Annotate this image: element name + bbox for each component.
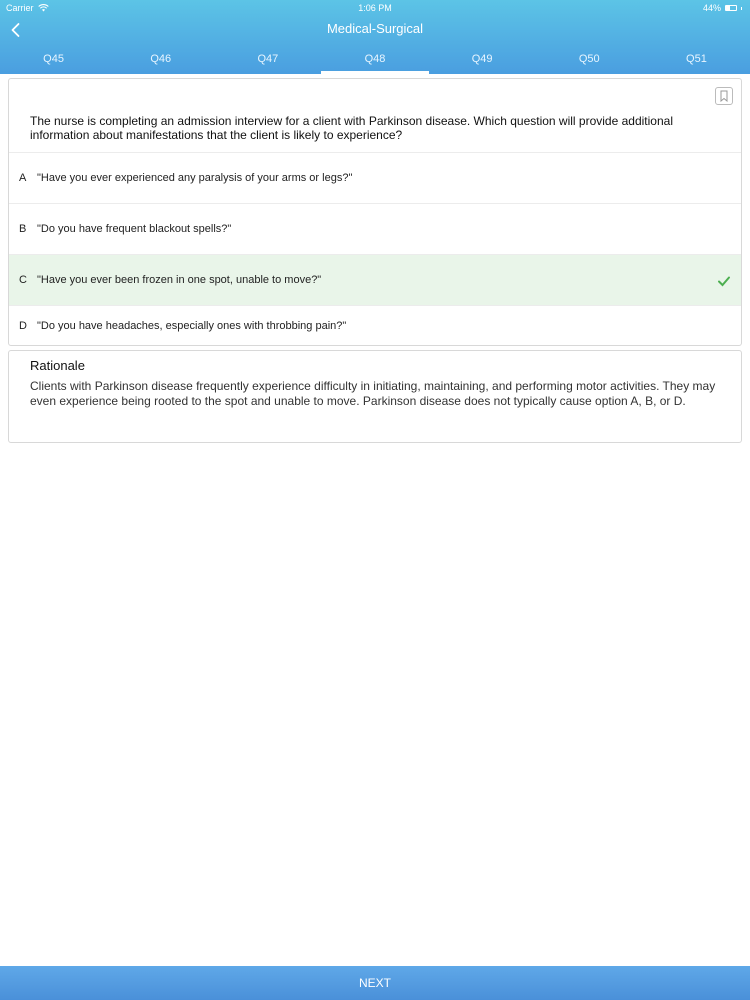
battery-tip xyxy=(741,7,742,10)
battery-icon xyxy=(725,5,737,11)
option-letter: A xyxy=(19,172,27,184)
question-tabs xyxy=(0,48,750,74)
rationale-text: Clients with Parkinson disease frequently experience difficulty in initiating, maintaining, and performing motor activities. They may even experience being rooted to the spot and unable to move. Parkinson disease does not typically cause option A, B, or D. xyxy=(30,379,716,408)
battery-fill xyxy=(726,6,730,10)
option-text: "Have you ever experienced any paralysis of your arms or legs?" xyxy=(37,172,353,184)
tab-q50[interactable]: Q50 xyxy=(578,53,600,65)
option-d[interactable] xyxy=(9,305,741,346)
page-title: Medical-Surgical xyxy=(326,21,424,36)
status-bar xyxy=(0,0,750,16)
checkmark-icon xyxy=(717,274,731,288)
option-letter: C xyxy=(19,274,27,286)
tab-q46[interactable]: Q46 xyxy=(150,53,172,65)
bookmark-icon xyxy=(719,90,729,102)
status-time: 1:06 PM xyxy=(358,3,392,13)
carrier-label: Carrier xyxy=(6,3,34,13)
option-text: "Have you ever been frozen in one spot, unable to move?" xyxy=(37,274,322,286)
battery-percent: 44% xyxy=(702,3,721,13)
tab-q49[interactable]: Q49 xyxy=(471,53,493,65)
tab-q51[interactable]: Q51 xyxy=(686,53,707,65)
rationale-title: Rationale xyxy=(30,358,85,373)
option-letter: D xyxy=(19,320,27,332)
tab-q48[interactable]: Q48 xyxy=(321,48,428,74)
rationale-card xyxy=(8,350,742,443)
app-header xyxy=(0,0,750,74)
option-c[interactable] xyxy=(9,254,741,305)
next-button[interactable]: NEXT xyxy=(0,966,750,1000)
option-letter: B xyxy=(19,223,27,235)
option-b[interactable] xyxy=(9,203,741,254)
option-a[interactable] xyxy=(9,152,741,203)
question-text: The nurse is completing an admission interview for a client with Parkinson disease. Which question will provide additional information about manifestations that the client is likely to experience? xyxy=(30,114,673,142)
tab-q45[interactable]: Q45 xyxy=(43,53,64,65)
bookmark-button[interactable] xyxy=(715,87,733,105)
status-right xyxy=(703,0,742,16)
question-card xyxy=(8,78,742,346)
option-text: "Do you have headaches, especially ones with throbbing pain?" xyxy=(37,320,347,332)
option-text: "Do you have frequent blackout spells?" xyxy=(37,223,232,235)
tab-q47[interactable]: Q47 xyxy=(257,53,279,65)
